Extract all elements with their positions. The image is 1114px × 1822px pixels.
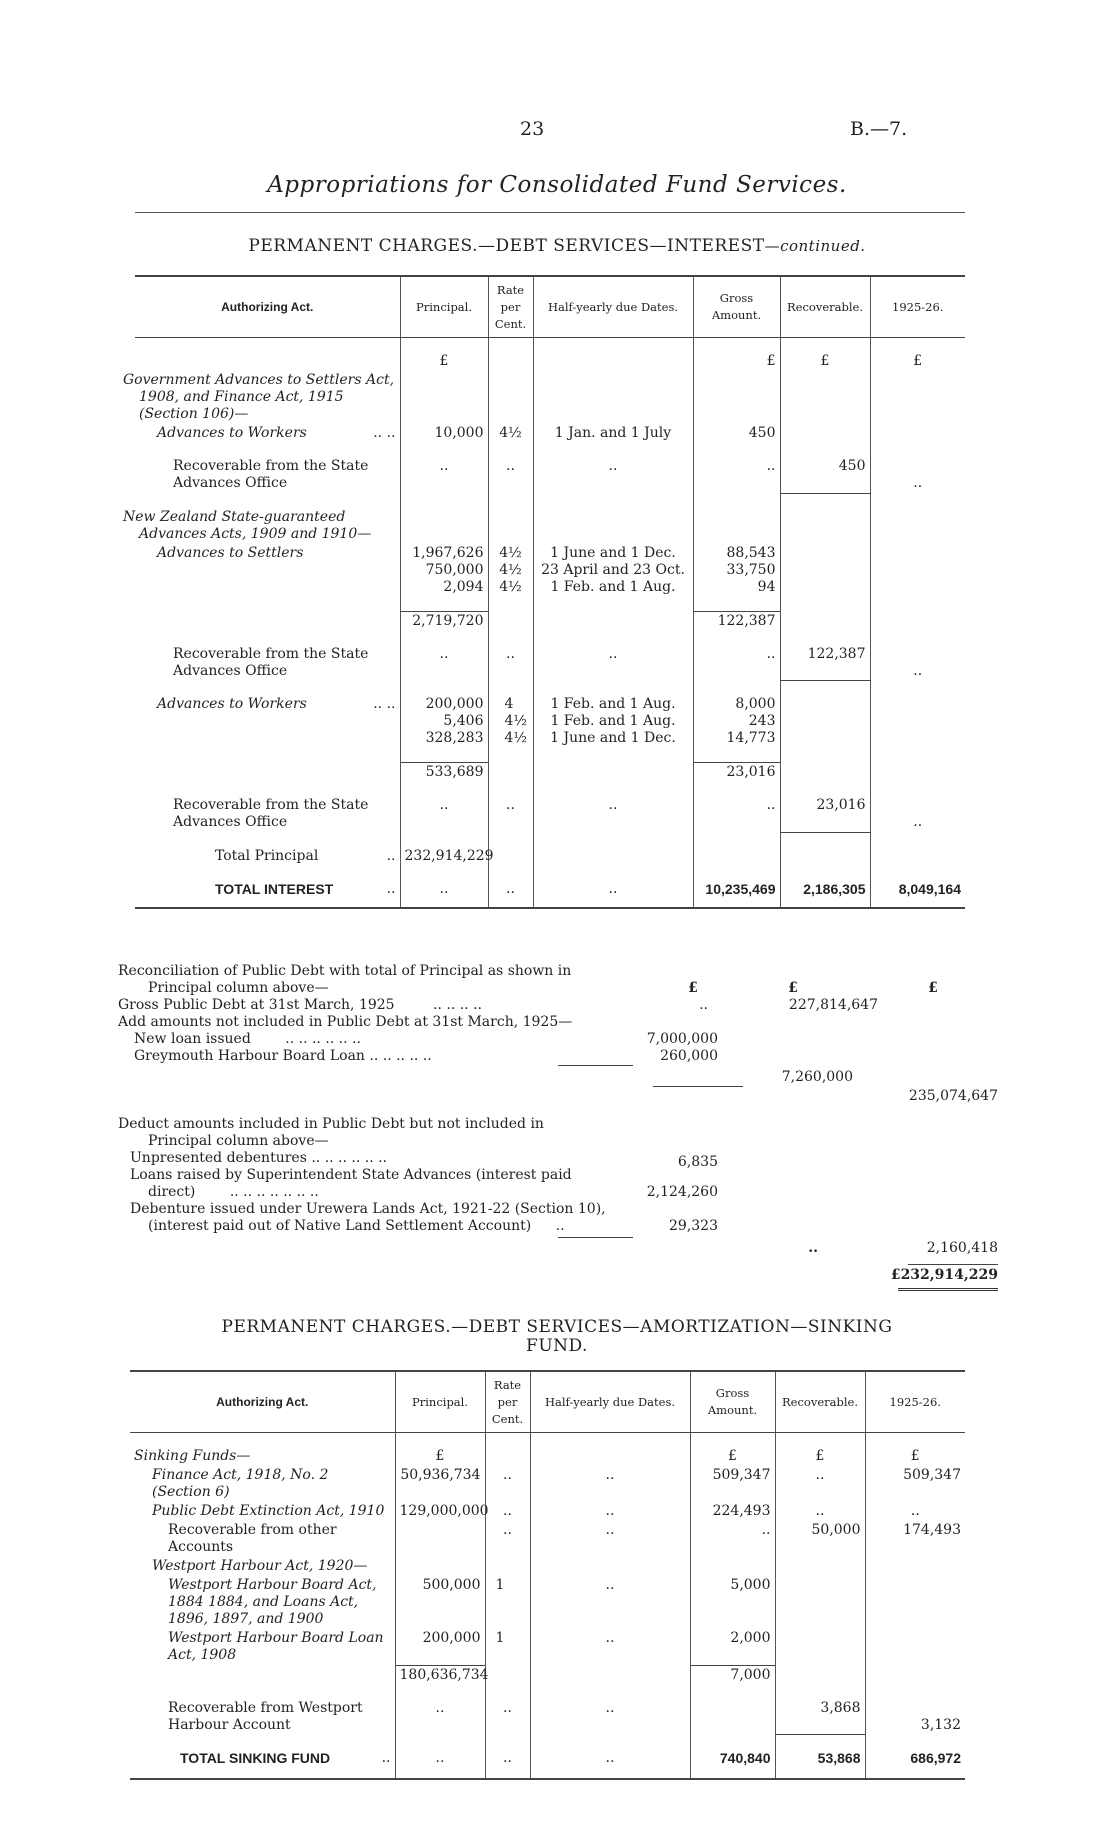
table-row: Government Advances to Settlers Act, 1908, and Finance Act, 1915 (Section 106)— xyxy=(135,371,965,424)
table-row: Recoverable from Westport Harbour Account .. .. .. 3,868 3,132 xyxy=(130,1699,965,1735)
table-row: Recoverable from the State Advances Office .. .. .. .. 23,016 .. xyxy=(135,796,965,832)
header-principal: Principal. xyxy=(400,276,488,338)
header-recoverable: Recoverable. xyxy=(780,276,870,338)
table-row: Recoverable from other Accounts .. .. .. 50,000 174,493 xyxy=(130,1521,965,1557)
header-year: 1925-26. xyxy=(865,1371,965,1433)
interest-table xyxy=(123,275,965,909)
table-row: Westport Harbour Board Loan Act, 1908 200,000 1 .. 2,000 xyxy=(130,1629,965,1665)
header-gross: Gross Amount. xyxy=(693,276,780,338)
table-row: 533,689 23,016 xyxy=(135,763,965,783)
table-row: Finance Act, 1918, No. 2 (Section 6) 50,936,734 .. .. 509,347 .. 509,347 xyxy=(130,1466,965,1502)
table-row: Recoverable from the State Advances Office .. .. .. .. 122,387 .. xyxy=(135,645,965,681)
page-number: 23 xyxy=(520,118,545,140)
table-row: Recoverable from the State Advances Office .. .. .. .. 450 .. xyxy=(135,457,965,493)
page-title: Appropriations for Consolidated Fund Services. xyxy=(267,172,847,198)
sinking-section-title-line2: FUND. xyxy=(526,1336,588,1356)
table-row: Westport Harbour Board Act, 1884 1884, and Loans Act, 1896, 1897, and 1900 500,000 1 .. 5,000 xyxy=(130,1576,965,1629)
total-principal-row: Total Principal .. 232,914,229 xyxy=(135,847,965,866)
table-row: Sinking Funds— £ £ £ £ xyxy=(130,1447,965,1466)
header-rate: Rate per Cent. xyxy=(485,1371,530,1433)
table-row: New Zealand State-guaranteed Advances Acts, 1909 and 1910— xyxy=(135,508,965,544)
header-dates: Half-yearly due Dates. xyxy=(533,276,693,338)
total-sinking-fund-row: TOTAL SINKING FUND .. .. .. .. 740,840 53,868 686,972 xyxy=(130,1749,965,1779)
sinking-section-title-line1: PERMANENT CHARGES.—DEBT SERVICES—AMORTIZATION—SINKING xyxy=(221,1317,893,1337)
total-interest-row: TOTAL INTEREST .. .. .. .. 10,235,469 2,186,305 8,049,164 xyxy=(135,880,965,908)
table-row: 2,719,720 122,387 xyxy=(135,611,965,631)
table-row: Advances to Settlers 1,967,626 750,000 2,094 4½ 4½ 4½ 1 June and 1 Dec. 23 April and 23 Oct. 1 Feb. and 1 Aug. 88,543 33,750 94 xyxy=(135,544,965,597)
table-row: Public Debt Extinction Act, 1910 129,000,000 .. .. 224,493 .. .. xyxy=(130,1502,965,1521)
table-row: 180,636,734 7,000 xyxy=(130,1665,965,1685)
header-gross: Gross Amount. xyxy=(690,1371,775,1433)
header-principal: Principal. xyxy=(395,1371,485,1433)
table-row: Advances to Workers .. .. 200,000 5,406 328,283 4 4½ 4½ 1 Feb. and 1 Aug. 1 Feb. and 1 Aug. 1 June and 1 Dec. 8,000 243 14,773 xyxy=(135,695,965,748)
header-year: 1925-26. xyxy=(870,276,965,338)
table-row: Advances to Workers .. .. 10,000 4½ 1 Jan. and 1 July 450 xyxy=(135,424,965,443)
header-rate: Rate per Cent. xyxy=(488,276,533,338)
document-reference: B.—7. xyxy=(850,118,908,140)
header-row xyxy=(135,276,965,338)
header-recoverable: Recoverable. xyxy=(775,1371,865,1433)
divider xyxy=(135,212,965,213)
header-row xyxy=(130,1371,965,1433)
table-row: Westport Harbour Act, 1920— xyxy=(130,1557,965,1576)
interest-section-title: PERMANENT CHARGES.—DEBT SERVICES—INTEREST—continued. xyxy=(248,236,866,256)
header-dates: Half-yearly due Dates. xyxy=(530,1371,690,1433)
header-act: Authorizing Act. xyxy=(130,1371,395,1433)
reconciliation: Reconciliation of Public Debt with total of Principal as shown in Principal column above— £ £ £ Gross Public Debt at 31st March, 1925 .. .. .. .. .. 227,814,647 Add amounts not included in Public Debt at 31st March, 1925— New loan issued .. .. .. .. .. .. 7,000,000 Greymouth Harbour Board Loan .. .. .. .. .. 260,000 7,260,000 235,074,647 Deduct amounts included in Public Debt but not included in Principal column above— Unpresented debentures .. .. .. .. .. .. 6,835 Loans raised by Superintendent State Advances (interest paid direct) .. .. .. .. .. .. .. 2,124,260 Debenture issued under Urewera Lands Act, 1921-22 (Section 10), (interest paid out of Native Land Settlement Account) .. 29,323 .. 2,160,418 £232,914,229 xyxy=(118,963,998,1299)
currency-row: £ £ £ £ xyxy=(135,352,965,371)
header-act: Authorizing Act. xyxy=(135,276,400,338)
sinking-fund-table xyxy=(130,1370,965,1780)
